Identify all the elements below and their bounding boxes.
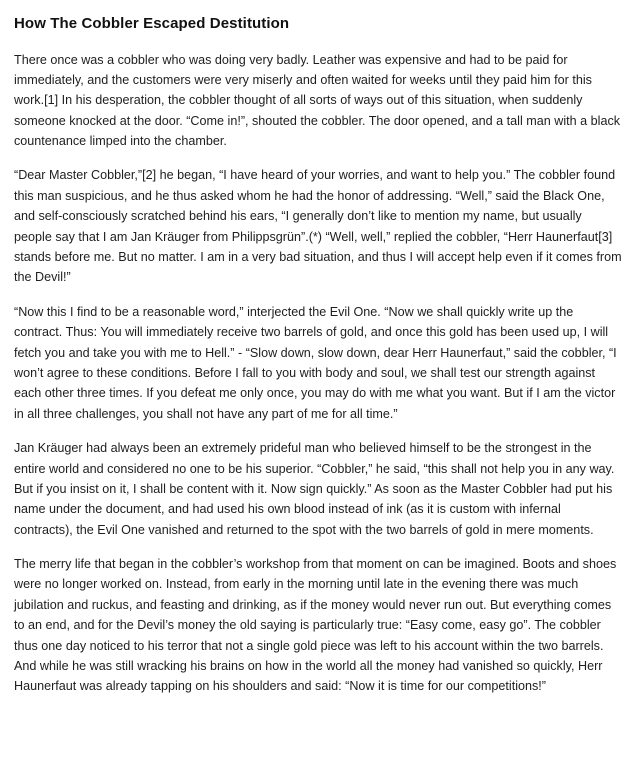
paragraph-1: There once was a cobbler who was doing very badly. Leather was expensive and had to be paid for immediately, and the customers were very miserly and often waited for weeks until they paid him for this work.[1] In his desperation, the cobbler thought of all sorts of ways out of this situation, when suddenly someone knocked at the door. “Come in!”, shouted the cobbler. The door opened, and a tall man with a black countenance limped into the chamber. bbox=[14, 52, 621, 149]
paragraph-3: “Now this I find to be a reasonable word,” interjected the Evil One. “Now we shall quickly write up the contract. Thus: You will immediately receive two barrels of gold, and once this gold has been used up, I will fetch you and take you with me to Hell.” - “Slow down, slow down, dear Herr Haunerfaut,” said the cobbler, “I won’t agree to these conditions. Before I fall to you with body and soul, we shall test our strength against each other three times. If you defeat me only once, you may do with me what you want. But if I am the victor in all three challenges, you shall not have any part of me for all time.” bbox=[14, 304, 617, 421]
paragraph-2: “Dear Master Cobbler,”[2] he began, “I have heard of your worries, and want to help you.” The cobbler found this man suspicious, and he thus asked whom he had the honor of addressing. “Well,” said the Black One, and self-consciously scratched behind his ears, “I generally don’t like to mention my name, but usually people say that I am Jan Kräuger from Philippsgrün”.(*) “Well, well,” replied the cobbler, “Herr Haunerfaut[3] stands before me. But no matter. I am in a very bad situation, and thus I will accept help even if it comes from the Devil!” bbox=[14, 168, 622, 285]
paragraph-5: The merry life that began in the cobbler’s workshop from that moment on can be imagined. Boots and shoes were no longer worked on. Instead, from early in the morning until late in the evening there was much jubilation and ruckus, and feasting and drinking, as if the money would never run out. But everything comes to an end, and for the Devil’s money the old saying is particularly true: “Easy come, easy go”. The cobbler thus one day noticed to his terror that not a single gold piece was left to his account within the two barrels. And while he was still wracking his brains on how in the world all the money had vanished so quickly, Herr Haunerfaut was already tapping on his shoulders and said: “Now it is time for our competitions!” bbox=[14, 557, 617, 694]
page-title: How The Cobbler Escaped Destitution bbox=[14, 15, 290, 32]
paragraph-4: Jan Kräuger had always been an extremely prideful man who believed himself to be the strongest in the entire world and considered no one to be his superior. “Cobbler,” he said, “this shall not help you in any way. But if you insist on it, I shall be content with it. Now sign quickly.” As soon as the Master Cobbler had put his name under the document, and had used his own blood instead of ink (as it is custom with infernal contracts), the Evil One vanished and returned to the spot with the two barrels of gold in mere moments. bbox=[14, 441, 615, 537]
